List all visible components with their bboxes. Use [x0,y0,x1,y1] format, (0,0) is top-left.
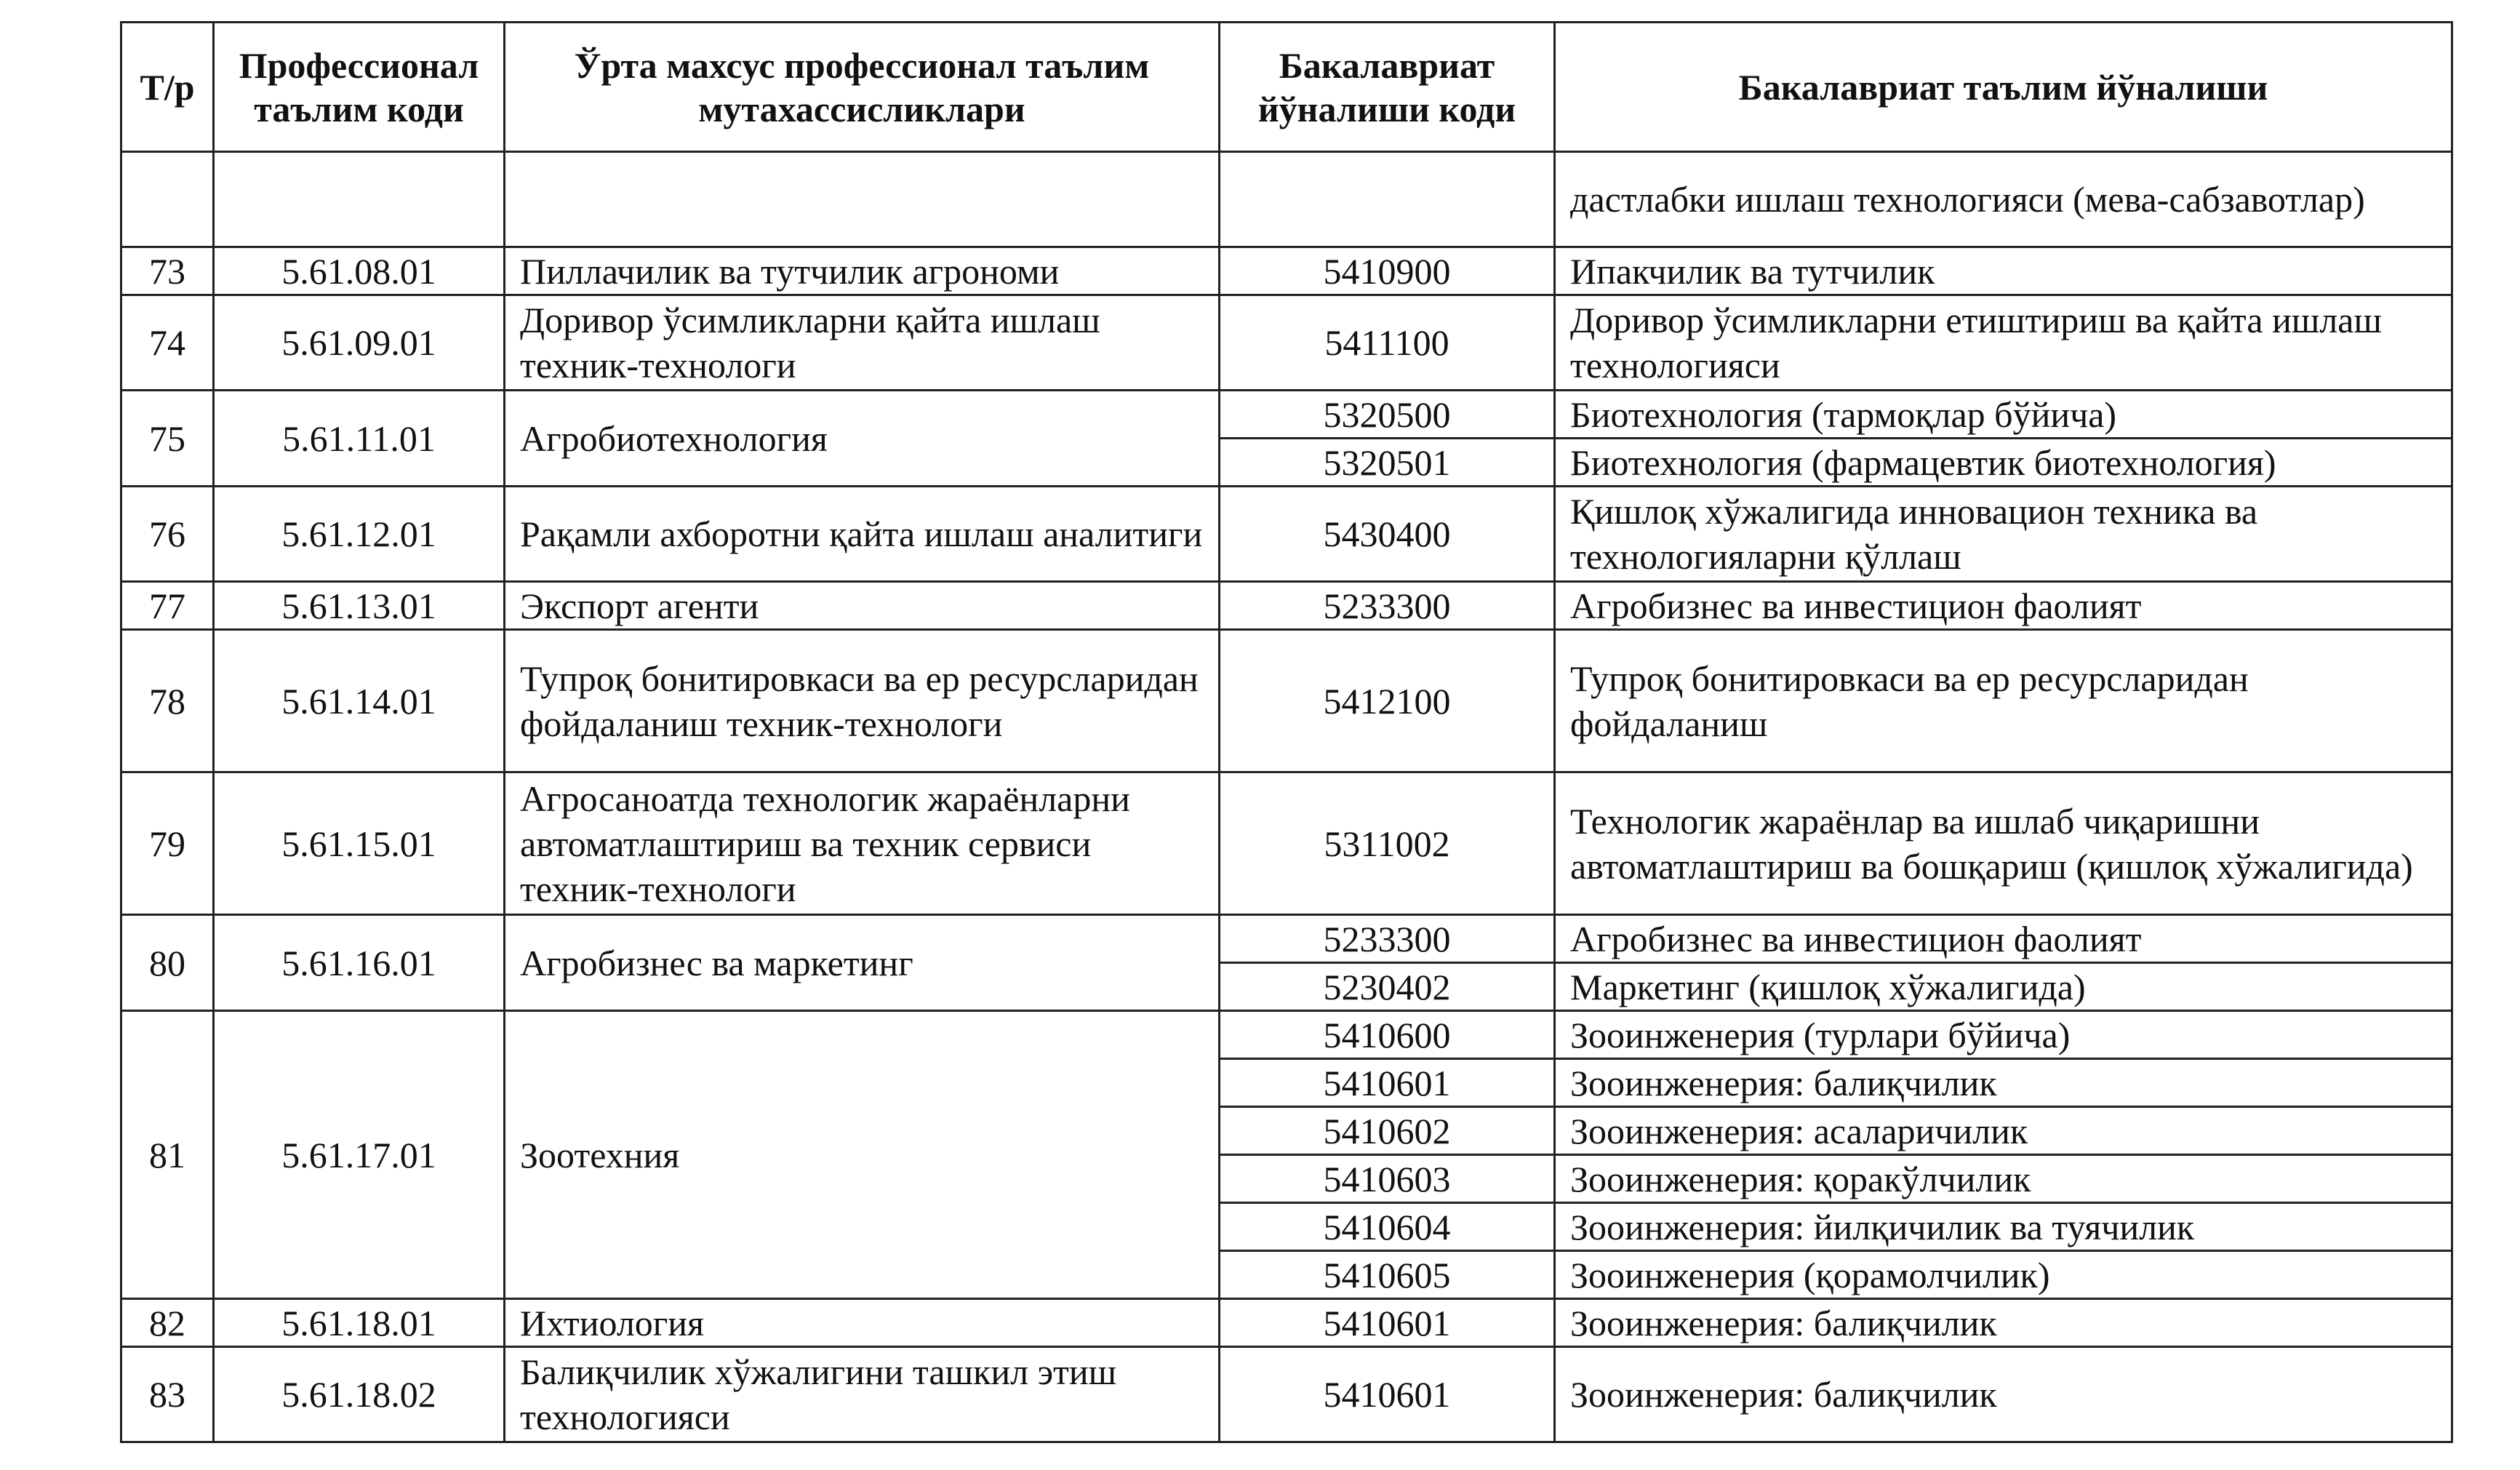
specialty-name: Пиллачилик ва тутчилик агрономи [505,247,1220,295]
professional-code: 5.61.09.01 [214,295,505,391]
row-number: 80 [121,915,214,1011]
header-prof-code: Профессионал таълим коди [214,23,505,152]
table-row [121,915,2452,963]
table-row [121,391,2452,439]
professional-code: 5.61.18.02 [214,1347,505,1442]
professional-code: 5.61.17.01 [214,1011,505,1299]
bachelor-code: 5410600 [1220,1011,1555,1059]
bachelor-code: 5411100 [1220,295,1555,391]
bachelor-direction: Зооинженерия (қорамолчилик) [1555,1251,2452,1299]
table-row [121,1299,2452,1347]
bachelor-direction: Биотехнология (фармацевтик биотехнология) [1555,439,2452,487]
row-number: 81 [121,1011,214,1299]
bachelor-direction: Зооинженерия: йилқичилик ва туячилик [1555,1203,2452,1251]
bachelor-direction: Зооинженерия: асаларичилик [1555,1107,2452,1155]
bachelor-code: 5311002 [1220,772,1555,915]
header-no: Т/р [121,23,214,152]
row-number: 78 [121,630,214,772]
row-bach-code-cell [1220,152,1555,247]
bachelor-code: 5430400 [1220,487,1555,582]
bachelor-code: 5410605 [1220,1251,1555,1299]
table-row [121,295,2452,391]
table-row [121,487,2452,582]
bachelor-code: 5233300 [1220,915,1555,963]
professional-code: 5.61.16.01 [214,915,505,1011]
bachelor-direction: Маркетинг (қишлоқ хўжалигида) [1555,963,2452,1011]
bachelor-code: 5230402 [1220,963,1555,1011]
specialty-name: Экспорт агенти [505,582,1220,630]
bachelor-code: 5320500 [1220,391,1555,439]
bachelor-direction: Агробизнес ва инвестицион фаолият [1555,582,2452,630]
bachelor-direction: Биотехнология (тармоқлар бўйича) [1555,391,2452,439]
continuation-row [121,152,2452,247]
specialty-name: Доривор ўсимликларни қайта ишлаш техник-технологи [505,295,1220,391]
bachelor-direction: Агробизнес ва инвестицион фаолият [1555,915,2452,963]
bachelor-code: 5410900 [1220,247,1555,295]
professional-code: 5.61.11.01 [214,391,505,487]
specialties-table [120,21,2453,1443]
bachelor-code: 5410603 [1220,1155,1555,1203]
bachelor-direction: Зооинженерия: балиқчилик [1555,1059,2452,1107]
row-number: 77 [121,582,214,630]
specialty-name: Ихтиология [505,1299,1220,1347]
table-header [121,23,2452,152]
bachelor-direction: Тупроқ бонитировкаси ва ер ресурсларидан фойдаланиш [1555,630,2452,772]
professional-code: 5.61.14.01 [214,630,505,772]
header-bach-direction: Бакалавриат таълим йўналиши [1555,23,2452,152]
row-number: 73 [121,247,214,295]
bachelor-direction: Зооинженерия: балиқчилик [1555,1347,2452,1442]
bachelor-code: 5410602 [1220,1107,1555,1155]
bachelor-direction: Доривор ўсимликларни етиштириш ва қайта ишлаш технологияси [1555,295,2452,391]
specialty-name: Зоотехния [505,1011,1220,1299]
bachelor-direction: Технологик жараёнлар ва ишлаб чиқаришни автоматлаштириш ва бошқариш (қишлоқ хўжалигида) [1555,772,2452,915]
professional-code: 5.61.12.01 [214,487,505,582]
table-row [121,1011,2452,1059]
professional-code: 5.61.08.01 [214,247,505,295]
professional-code: 5.61.18.01 [214,1299,505,1347]
header-specialties: Ўрта махсус профессионал таълим мутахассисликлари [505,23,1220,152]
specialty-name: Агробиотехнология [505,391,1220,487]
bachelor-code: 5412100 [1220,630,1555,772]
bachelor-code: 5410601 [1220,1347,1555,1442]
bachelor-code: 5410601 [1220,1059,1555,1107]
professional-code: 5.61.13.01 [214,582,505,630]
row-number: 83 [121,1347,214,1442]
bachelor-code: 5233300 [1220,582,1555,630]
specialty-name: Рақамли ахборотни қайта ишлаш аналитиги [505,487,1220,582]
row-number: 75 [121,391,214,487]
bachelor-direction: Зооинженерия: балиқчилик [1555,1299,2452,1347]
bachelor-code: 5410604 [1220,1203,1555,1251]
professional-code: 5.61.15.01 [214,772,505,915]
table-row [121,630,2452,772]
row-code-cell [214,152,505,247]
table-row [121,247,2452,295]
table-body [121,152,2452,1442]
specialty-name: Тупроқ бонитировкаси ва ер ресурсларидан фойдаланиш техник-технологи [505,630,1220,772]
table-row [121,1347,2452,1442]
bachelor-direction: Зооинженерия: қоракўлчилик [1555,1155,2452,1203]
direction-name-cell: дастлабки ишлаш технологияси (мева-сабзавотлар) [1555,152,2452,247]
table-row [121,772,2452,915]
row-no-cell [121,152,214,247]
row-specialty-cell [505,152,1220,247]
row-number: 82 [121,1299,214,1347]
row-number: 74 [121,295,214,391]
bachelor-code: 5320501 [1220,439,1555,487]
specialty-name: Агробизнес ва маркетинг [505,915,1220,1011]
bachelor-direction: Зооинженерия (турлари бўйича) [1555,1011,2452,1059]
row-number: 76 [121,487,214,582]
bachelor-code: 5410601 [1220,1299,1555,1347]
bachelor-direction: Ипакчилик ва тутчилик [1555,247,2452,295]
specialty-name: Агросаноатда технологик жараёнларни автоматлаштириш ва техник сервиси техник-технологи [505,772,1220,915]
bachelor-direction: Қишлоқ хўжалигида инновацион техника ва технологияларни қўллаш [1555,487,2452,582]
table-row [121,582,2452,630]
header-bach-code: Бакалавриат йўналиши коди [1220,23,1555,152]
row-number: 79 [121,772,214,915]
specialty-name: Балиқчилик хўжалигини ташкил этиш технологияси [505,1347,1220,1442]
